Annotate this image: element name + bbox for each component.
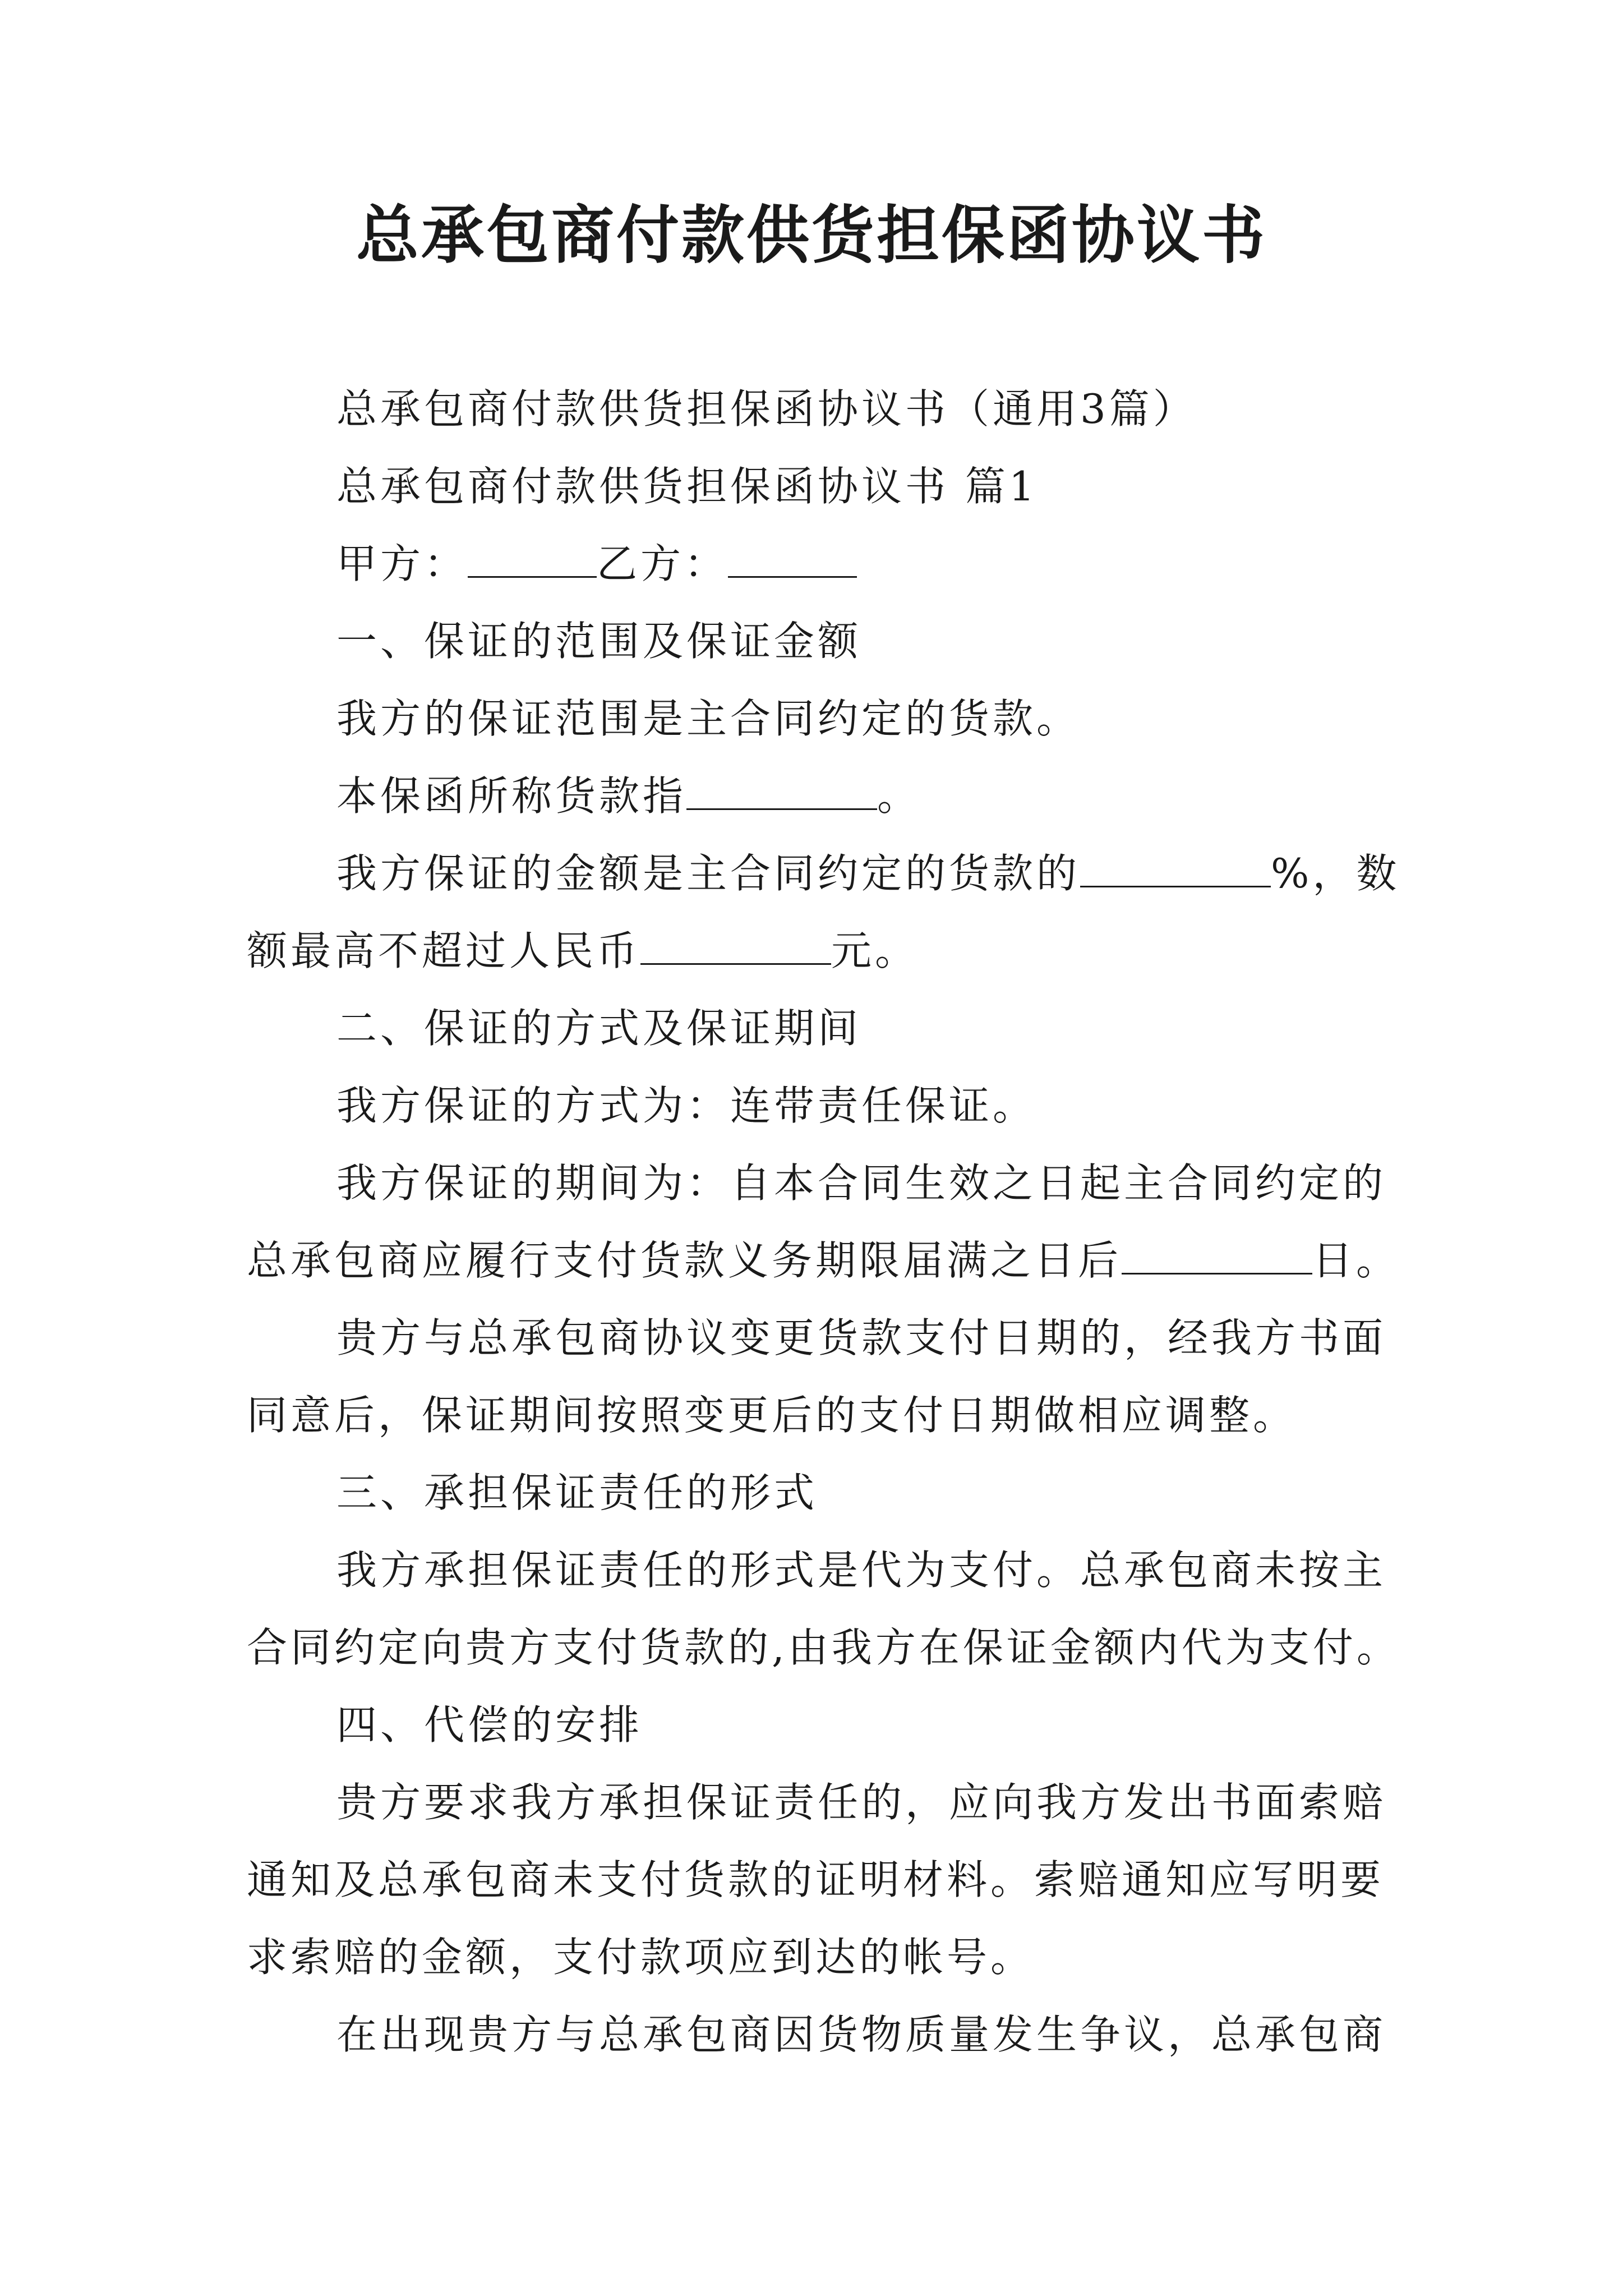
clause-heading-4: 四、代偿的安排 (336, 1701, 643, 1749)
fill-blank (640, 930, 831, 965)
party-b-label: 乙方： (597, 540, 728, 587)
document-title: 总承包商付款供货担保函协议书 (356, 199, 1267, 272)
paragraph-line: 同意后，保证期间按照变更后的支付日期做相应调整。 (247, 1392, 1297, 1439)
paragraph-line: 贵方与总承包商协议变更货款支付日期的，经我方书面 (336, 1314, 1387, 1361)
clause-heading-3: 三、承担保证责任的形式 (336, 1469, 818, 1516)
party-a-blank (468, 542, 597, 578)
paragraph-line: 额最高不超过人民币 元。 (247, 927, 919, 974)
document-body (247, 370, 1400, 2073)
paragraph-line: 本保函所称货款指 。 (336, 772, 921, 820)
fill-blank (1080, 852, 1271, 887)
fill-blank (1122, 1239, 1312, 1274)
party-b-blank (728, 542, 857, 578)
paragraph-line: 合同约定向贵方支付货款的,由我方在保证金额内代为支付。 (247, 1624, 1400, 1671)
paragraph-line: 我方保证的方式为：连带责任保证。 (336, 1082, 1037, 1129)
clause-heading-1: 一、保证的范围及保证金额 (336, 618, 862, 665)
paragraph-line: 通知及总承包商未支付货款的证明材料。索赔通知应写明要 (247, 1856, 1385, 1903)
subtitle-line: 总承包商付款供货担保函协议书（通用3篇） (336, 385, 1197, 432)
paragraph-line: 在出现贵方与总承包商因货物质量发生争议，总承包商 (336, 2011, 1387, 2058)
paragraph-line: 我方保证的金额是主合同约定的货款的 %，数 (336, 850, 1400, 897)
fill-blank (686, 775, 877, 810)
paragraph-line: 我方承担保证责任的形式是代为支付。总承包商未按主 (336, 1547, 1387, 1594)
paragraph-line: 总承包商应履行支付货款义务期限届满之日后 日。 (247, 1237, 1400, 1284)
paragraph-line: 求索赔的金额，支付款项应到达的帐号。 (247, 1934, 1035, 1981)
clause-heading-2: 二、保证的方式及保证期间 (336, 1005, 862, 1052)
parties-line (247, 525, 1391, 602)
paragraph-line: 我方的保证范围是主合同约定的货款。 (336, 695, 1081, 742)
section-heading-line: 总承包商付款供货担保函协议书 篇1 (336, 463, 1038, 510)
paragraph-line: 我方保证的期间为：自本合同生效之日起主合同约定的 (336, 1159, 1387, 1207)
paragraph-line: 贵方要求我方承担保证责任的，应向我方发出书面索赔 (336, 1779, 1387, 1826)
party-a-label: 甲方： (336, 540, 468, 587)
